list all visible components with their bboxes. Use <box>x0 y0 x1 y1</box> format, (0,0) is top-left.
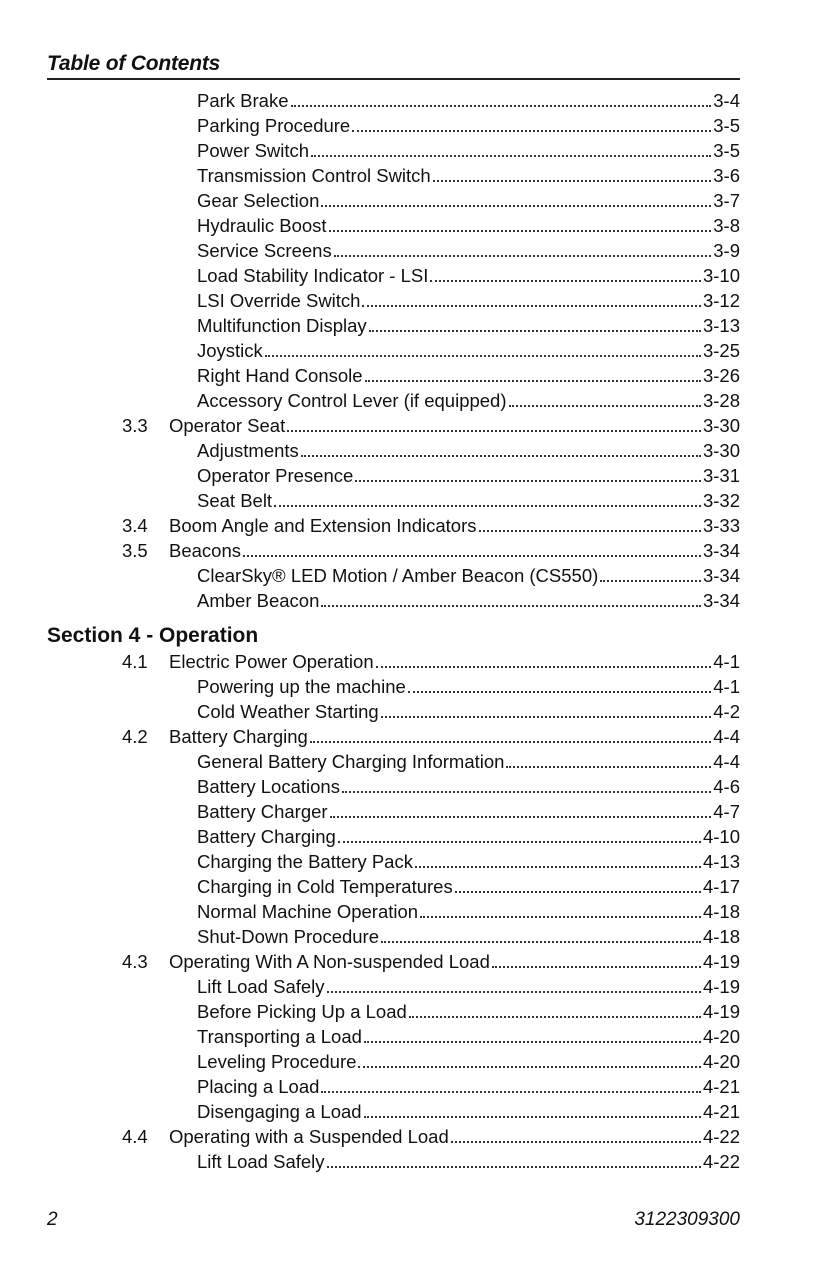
toc-entry[interactable] <box>47 513 740 538</box>
toc-entry-page: 4-18 <box>702 926 740 947</box>
toc-entry-page: 4-17 <box>702 876 740 897</box>
toc-entry-page: 3-6 <box>713 165 740 186</box>
toc-entry-page: 3-13 <box>702 315 740 336</box>
toc-entry-label: Battery Charging <box>169 726 308 747</box>
dot-leader <box>243 554 701 557</box>
toc-entry-label: Electric Power Operation <box>169 651 374 672</box>
dot-leader <box>327 990 701 993</box>
toc-entry[interactable] <box>47 949 740 974</box>
toc-entry-page: 4-20 <box>702 1051 740 1072</box>
toc-entry-page: 4-19 <box>702 1001 740 1022</box>
toc-entry-page: 3-30 <box>702 415 740 436</box>
section-heading: Section 4 - Operation <box>47 624 259 647</box>
toc-entry-number: 3.5 <box>122 540 148 561</box>
toc-entry-page: 3-10 <box>702 265 740 286</box>
toc-entry-page: 4-22 <box>702 1151 740 1172</box>
dot-leader <box>369 329 701 332</box>
toc-entry[interactable] <box>47 824 740 849</box>
toc-entry[interactable] <box>47 1124 740 1149</box>
toc-entry-label: Before Picking Up a Load <box>197 1001 407 1022</box>
dot-leader <box>265 354 701 357</box>
toc-entry-page: 4-1 <box>713 676 740 697</box>
toc-entry-label: General Battery Charging Information <box>197 751 505 772</box>
toc-entry-number: 4.4 <box>122 1126 148 1147</box>
dot-leader <box>364 1115 701 1118</box>
toc-entry-page: 4-13 <box>702 851 740 872</box>
toc-entry[interactable] <box>47 1149 740 1174</box>
toc-entry-page: 3-25 <box>702 340 740 361</box>
toc-entry-page: 3-31 <box>702 465 740 486</box>
toc-entry[interactable] <box>47 538 740 563</box>
dot-leader <box>365 379 701 382</box>
toc-entry[interactable] <box>47 163 740 188</box>
toc-entry-label: Multifunction Display <box>197 315 367 336</box>
toc-entry-label: Gear Selection <box>197 190 320 211</box>
dot-leader <box>291 104 712 107</box>
dot-leader <box>433 179 712 182</box>
dot-leader <box>358 1065 701 1068</box>
toc-entry[interactable] <box>47 113 740 138</box>
toc-entry-label: Parking Procedure <box>197 115 351 136</box>
dot-leader <box>509 404 701 407</box>
toc-entry[interactable] <box>47 849 740 874</box>
dot-leader <box>301 454 701 457</box>
toc-entry-label: Powering up the machine <box>197 676 406 697</box>
toc-entry-page: 3-34 <box>702 540 740 561</box>
toc-entry-page: 3-34 <box>702 590 740 611</box>
toc-entry-label: Battery Charging <box>197 826 336 847</box>
toc-entry[interactable] <box>47 563 740 588</box>
toc-entry-number: 4.3 <box>122 951 148 972</box>
toc-entry-label: Lift Load Safely <box>197 1151 325 1172</box>
toc-entry[interactable] <box>47 1049 740 1074</box>
dot-leader <box>479 529 701 532</box>
toc-entry-page: 3-5 <box>713 140 740 161</box>
toc-entry-page: 4-10 <box>702 826 740 847</box>
toc-entry-label: Beacons <box>169 540 241 561</box>
toc-entry-label: Seat Belt <box>197 490 273 511</box>
toc-entry-page: 4-4 <box>713 726 740 747</box>
toc-entry-page: 3-8 <box>713 215 740 236</box>
dot-leader <box>408 690 711 693</box>
toc-entry[interactable] <box>47 313 740 338</box>
toc-entry[interactable] <box>47 774 740 799</box>
toc-entry-page: 4-21 <box>702 1076 740 1097</box>
toc-entry[interactable] <box>47 363 740 388</box>
toc-entry[interactable] <box>47 188 740 213</box>
dot-leader <box>506 765 711 768</box>
toc-entry-page: 4-6 <box>713 776 740 797</box>
toc-entry[interactable] <box>47 238 740 263</box>
dot-leader <box>492 965 701 968</box>
toc-entry-page: 4-20 <box>702 1026 740 1047</box>
toc-entry[interactable] <box>47 388 740 413</box>
toc-entry-label: Transporting a Load <box>197 1026 362 1047</box>
toc-entry-label: Lift Load Safely <box>197 976 325 997</box>
toc-entry-page: 3-34 <box>702 565 740 586</box>
toc-entry[interactable] <box>47 1074 740 1099</box>
toc-entry-label: Hydraulic Boost <box>197 215 327 236</box>
toc-list-section-3 <box>47 88 740 613</box>
dot-leader <box>415 865 701 868</box>
dot-leader <box>342 790 711 793</box>
toc-entry-page: 4-22 <box>702 1126 740 1147</box>
footer-page-number: 2 <box>47 1209 58 1230</box>
toc-entry-label: Shut-Down Procedure <box>197 926 380 947</box>
toc-entry-page: 4-7 <box>713 801 740 822</box>
dot-leader <box>381 940 701 943</box>
dot-leader <box>430 279 701 282</box>
toc-entry-label: Load Stability Indicator - LSI <box>197 265 429 286</box>
dot-leader <box>420 915 701 918</box>
toc-entry-page: 3-12 <box>702 290 740 311</box>
toc-entry-page: 4-18 <box>702 901 740 922</box>
page-title: Table of Contents <box>47 52 221 75</box>
footer-doc-number: 3122309300 <box>634 1209 740 1230</box>
toc-entry-page: 4-21 <box>702 1101 740 1122</box>
toc-entry-label: LSI Override Switch <box>197 290 361 311</box>
dot-leader <box>381 715 712 718</box>
toc-entry-page: 4-4 <box>713 751 740 772</box>
toc-entry-number: 4.2 <box>122 726 148 747</box>
toc-entry-label: Adjustments <box>197 440 299 461</box>
toc-entry-label: Disengaging a Load <box>197 1101 362 1122</box>
toc-entry-page: 3-32 <box>702 490 740 511</box>
toc-entry-label: Park Brake <box>197 90 289 111</box>
toc-entry[interactable] <box>47 649 740 674</box>
toc-entry-label: Accessory Control Lever (if equipped) <box>197 390 507 411</box>
toc-entry[interactable] <box>47 338 740 363</box>
toc-entry[interactable] <box>47 674 740 699</box>
toc-entry-label: Amber Beacon <box>197 590 320 611</box>
toc-entry-label: Operating With A Non-suspended Load <box>169 951 490 972</box>
toc-entry-page: 3-28 <box>702 390 740 411</box>
dot-leader <box>600 579 701 582</box>
toc-entry[interactable] <box>47 88 740 113</box>
toc-entry[interactable] <box>47 213 740 238</box>
toc-entry-label: Charging in Cold Temperatures <box>197 876 453 897</box>
toc-entry[interactable] <box>47 588 740 613</box>
toc-entry[interactable] <box>47 724 740 749</box>
toc-entry[interactable] <box>47 1024 740 1049</box>
dot-leader <box>321 604 701 607</box>
toc-entry-page: 3-9 <box>713 240 740 261</box>
toc-entry-label: Operator Seat <box>169 415 286 436</box>
toc-entry[interactable] <box>47 263 740 288</box>
dot-leader <box>334 254 712 257</box>
toc-entry-label: Joystick <box>197 340 263 361</box>
toc-entry-label: Battery Locations <box>197 776 340 797</box>
toc-entry-page: 4-1 <box>713 651 740 672</box>
toc-entry[interactable] <box>47 874 740 899</box>
toc-entry[interactable] <box>47 138 740 163</box>
dot-leader <box>321 1090 701 1093</box>
dot-leader <box>287 429 701 432</box>
toc-entry[interactable] <box>47 699 740 724</box>
toc-entry-page: 3-7 <box>713 190 740 211</box>
toc-entry-label: Charging the Battery Pack <box>197 851 413 872</box>
toc-entry-label: Operating with a Suspended Load <box>169 1126 449 1147</box>
toc-entry-page: 3-30 <box>702 440 740 461</box>
dot-leader <box>310 740 711 743</box>
toc-entry[interactable] <box>47 924 740 949</box>
toc-entry-label: Power Switch <box>197 140 310 161</box>
toc-entry-number: 4.1 <box>122 651 148 672</box>
toc-entry[interactable] <box>47 749 740 774</box>
toc-entry-page: 4-2 <box>713 701 740 722</box>
toc-entry[interactable] <box>47 488 740 513</box>
table-of-contents <box>47 88 740 1174</box>
toc-entry[interactable] <box>47 799 740 824</box>
toc-entry[interactable] <box>47 288 740 313</box>
toc-entry-label: Transmission Control Switch <box>197 165 431 186</box>
toc-entry-label: Placing a Load <box>197 1076 320 1097</box>
toc-entry-label: ClearSky® LED Motion / Amber Beacon (CS550) <box>197 565 599 586</box>
toc-entry-number: 3.4 <box>122 515 148 536</box>
toc-entry-label: Leveling Procedure <box>197 1051 357 1072</box>
toc-entry[interactable] <box>47 438 740 463</box>
dot-leader <box>455 890 701 893</box>
toc-entry[interactable] <box>47 974 740 999</box>
dot-leader <box>330 815 712 818</box>
toc-entry[interactable] <box>47 413 740 438</box>
toc-entry[interactable] <box>47 463 740 488</box>
toc-entry-page: 4-19 <box>702 951 740 972</box>
dot-leader <box>364 1040 701 1043</box>
toc-entry-label: Operator Presence <box>197 465 354 486</box>
dot-leader <box>338 840 701 843</box>
dot-leader <box>362 304 700 307</box>
dot-leader <box>451 1140 701 1143</box>
dot-leader <box>409 1015 701 1018</box>
toc-entry-page: 4-19 <box>702 976 740 997</box>
dot-leader <box>311 154 711 157</box>
toc-entry-label: Boom Angle and Extension Indicators <box>169 515 477 536</box>
toc-entry-label: Right Hand Console <box>197 365 363 386</box>
page-footer <box>47 1209 740 1231</box>
page-header <box>47 50 740 80</box>
dot-leader <box>321 204 711 207</box>
toc-entry-label: Cold Weather Starting <box>197 701 379 722</box>
dot-leader <box>329 229 712 232</box>
toc-entry-page: 3-4 <box>713 90 740 111</box>
toc-entry-label: Normal Machine Operation <box>197 901 419 922</box>
toc-entry-label: Battery Charger <box>197 801 328 822</box>
dot-leader <box>376 665 712 668</box>
toc-entry[interactable] <box>47 999 740 1024</box>
toc-entry-label: Service Screens <box>197 240 332 261</box>
dot-leader <box>274 504 701 507</box>
toc-entry-page: 3-26 <box>702 365 740 386</box>
dot-leader <box>352 129 711 132</box>
toc-entry[interactable] <box>47 899 740 924</box>
dot-leader <box>327 1165 701 1168</box>
toc-entry[interactable] <box>47 1099 740 1124</box>
toc-entry-page: 3-33 <box>702 515 740 536</box>
toc-entry-page: 3-5 <box>713 115 740 136</box>
toc-list-section-4 <box>47 649 740 1174</box>
toc-entry-number: 3.3 <box>122 415 148 436</box>
dot-leader <box>355 479 701 482</box>
